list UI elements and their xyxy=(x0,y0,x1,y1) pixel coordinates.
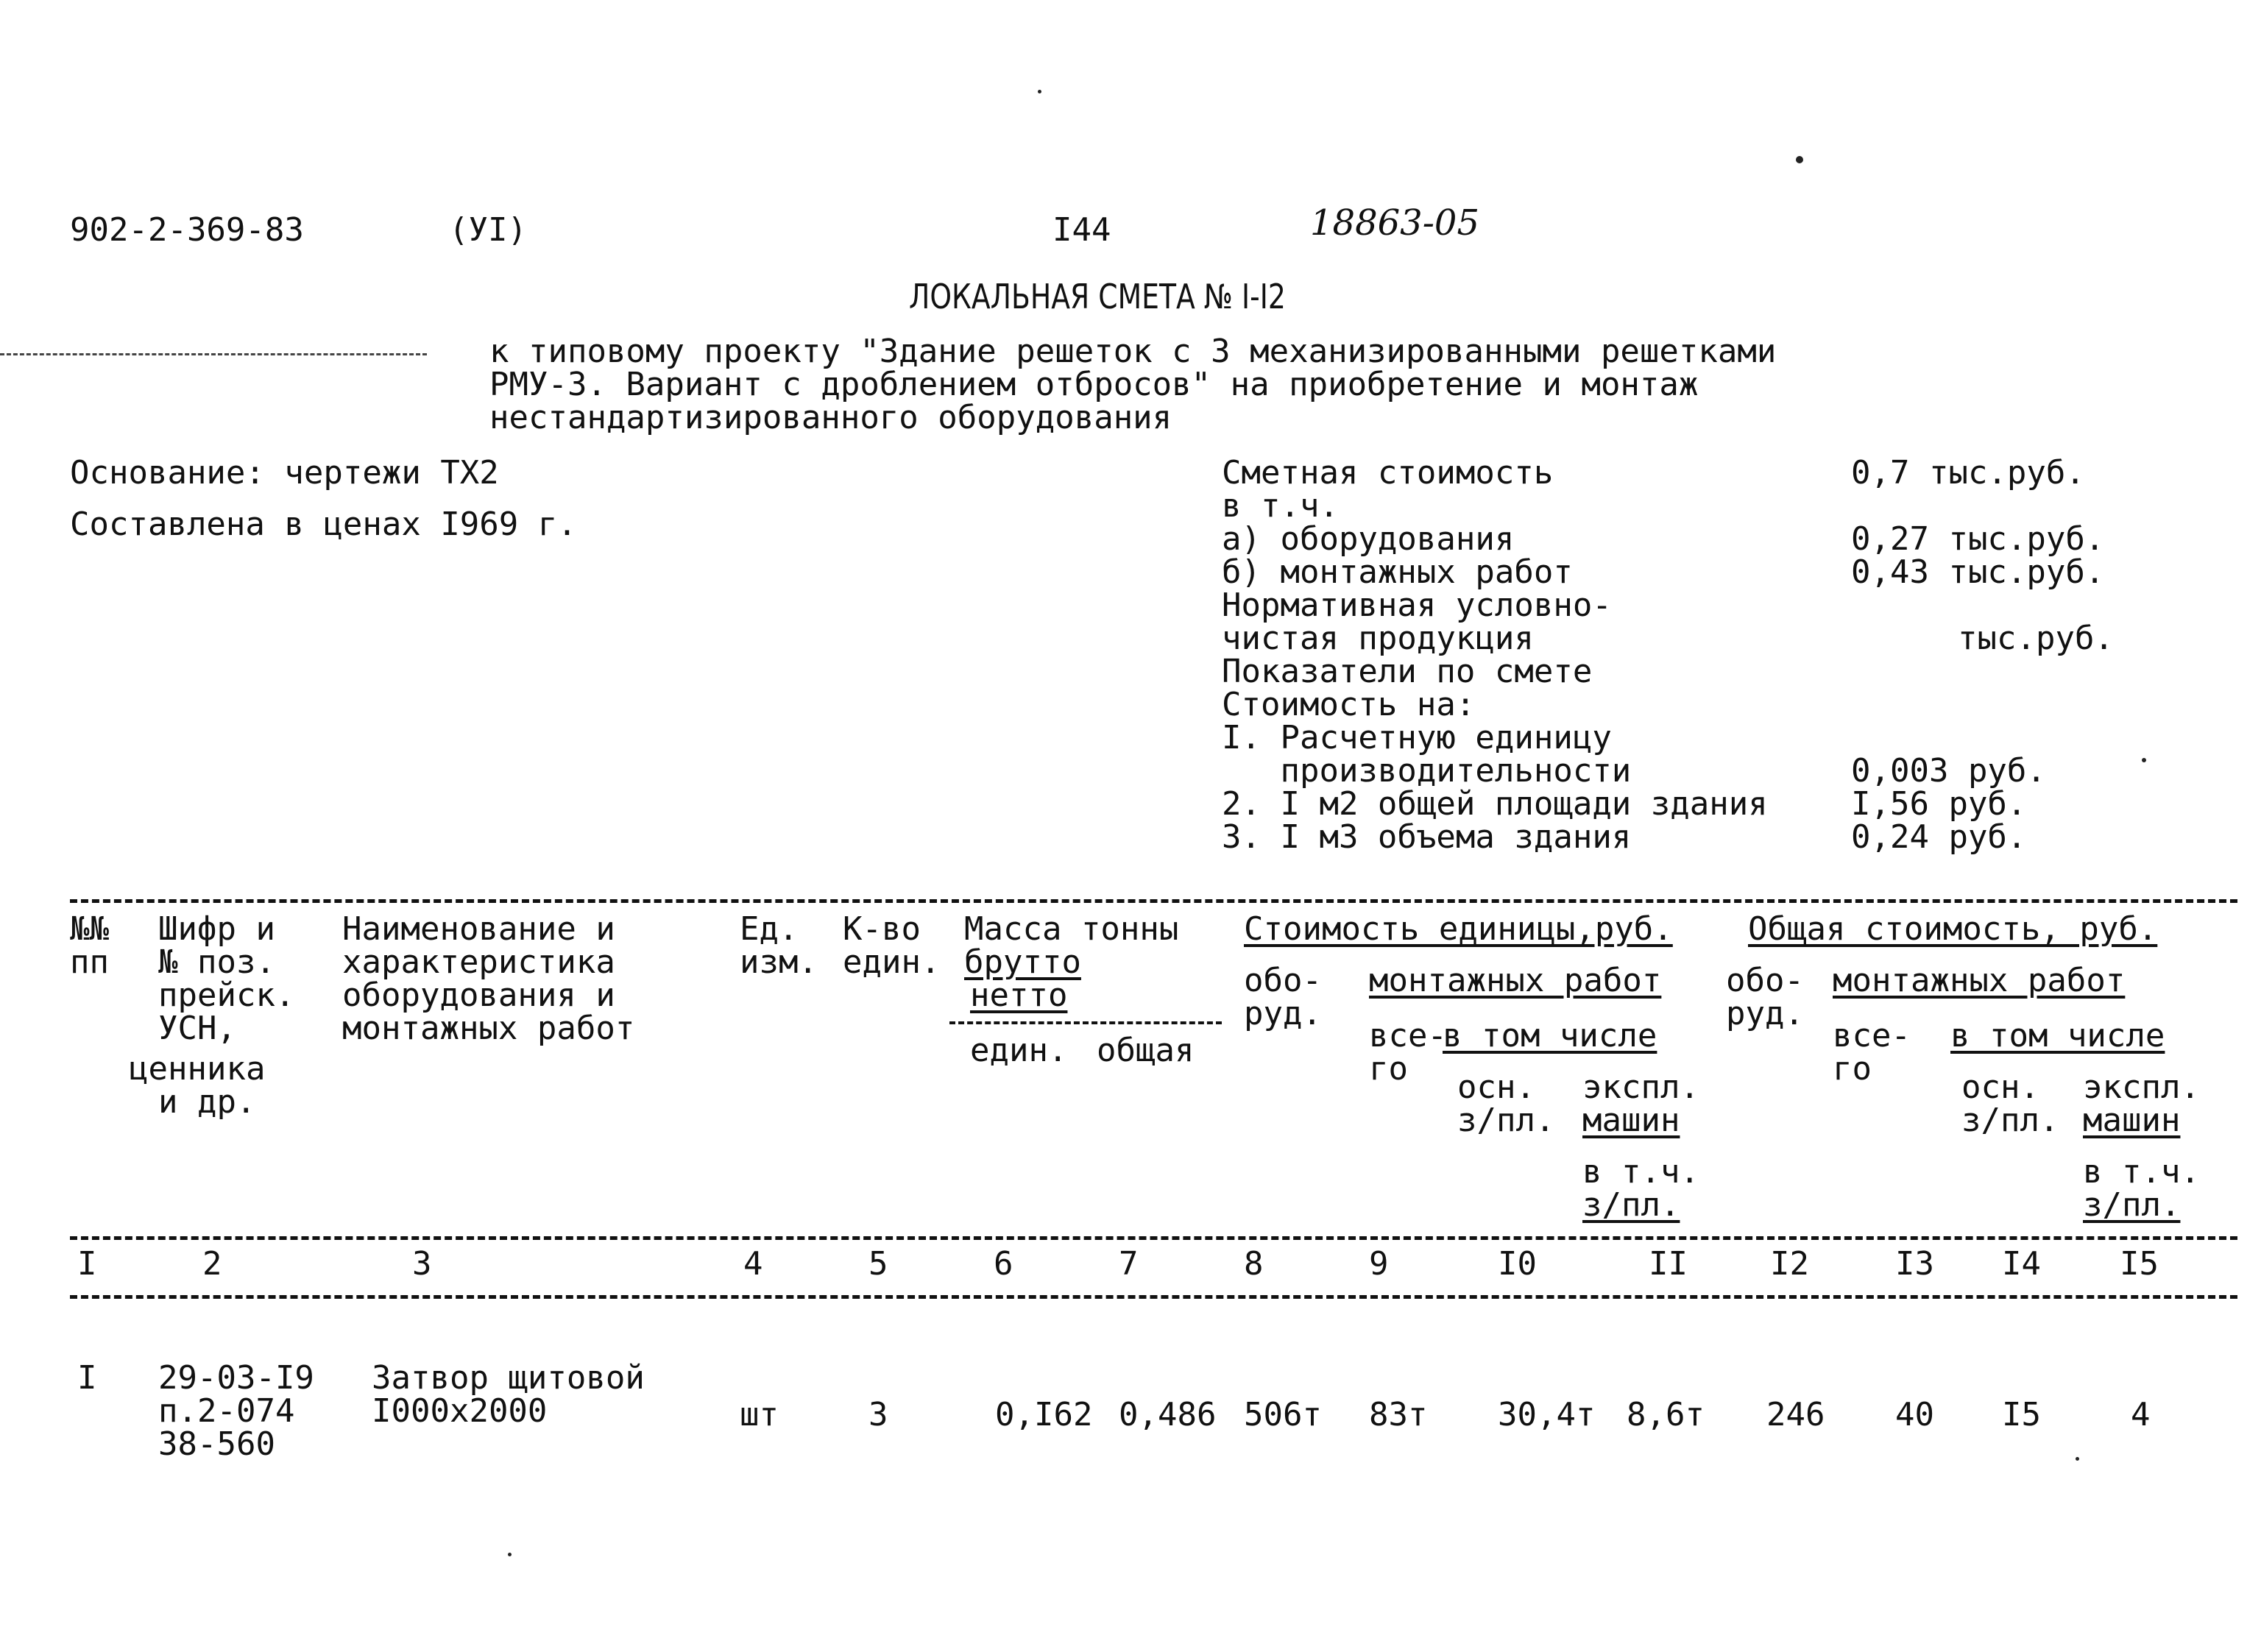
header-cell: Масса тонны xyxy=(964,910,1179,948)
column-number: 5 xyxy=(868,1245,888,1283)
summary-value: 0,7 тыс.руб. xyxy=(1851,454,2085,492)
header-cell: един. xyxy=(843,943,941,981)
column-number: 2 xyxy=(202,1245,222,1283)
table-rule-top xyxy=(70,899,2237,903)
summary-value: 0,43 тыс.руб. xyxy=(1851,553,2105,591)
header-cell: характеристика xyxy=(342,943,615,981)
header-cell: руд. xyxy=(1244,995,1322,1032)
header-cell: Наименование и xyxy=(342,910,615,948)
header-cell: един. xyxy=(970,1032,1068,1069)
column-number: I4 xyxy=(2002,1245,2041,1283)
summary-label: производительности xyxy=(1222,752,1632,790)
header-cell: все- xyxy=(1833,1017,1911,1054)
scan-speck xyxy=(2142,758,2146,762)
row-name: Затвор щитовой xyxy=(372,1359,645,1397)
scan-mark xyxy=(0,353,427,355)
row-code: п.2-074 xyxy=(158,1392,295,1430)
header-cell: обо- xyxy=(1726,962,1804,999)
handwritten-number: 18863-05 xyxy=(1310,202,1479,244)
scan-speck xyxy=(2076,1457,2079,1461)
header-cell: Общая стоимость, руб. xyxy=(1748,910,2158,948)
summary-label: Нормативная условно- xyxy=(1222,586,1612,624)
column-number: 4 xyxy=(743,1245,763,1283)
header-cell: нетто xyxy=(970,976,1068,1014)
scan-speck xyxy=(1796,156,1803,163)
row-mass-total: 0,486 xyxy=(1119,1396,1217,1433)
header-cell: машин xyxy=(1582,1102,1680,1139)
row-unit-machines: 8,6т xyxy=(1627,1396,1705,1433)
summary-label: Стоимость на: xyxy=(1222,686,1476,723)
summary-value: 0,003 руб. xyxy=(1851,752,2046,790)
column-number: I xyxy=(77,1245,97,1283)
header-cell: монтажных работ xyxy=(1369,962,1662,999)
header-cell: ценника xyxy=(129,1050,266,1088)
table-rule xyxy=(70,1295,2237,1299)
summary-value: 0,27 тыс.руб. xyxy=(1851,520,2105,558)
header-cell: К-во xyxy=(843,910,921,948)
header-cell: экспл. xyxy=(2083,1068,2200,1106)
row-unit: шт xyxy=(740,1396,779,1433)
header-cell: все- xyxy=(1369,1017,1447,1054)
summary-value: 0,24 руб. xyxy=(1851,818,2027,856)
header-cell: № поз. xyxy=(158,943,275,981)
column-number: I3 xyxy=(1895,1245,1934,1283)
summary-value: тыс.руб. xyxy=(1958,620,2114,657)
header-cell: з/пл. xyxy=(1582,1186,1680,1224)
header-cell: монтажных работ xyxy=(342,1010,635,1047)
header-cell: брутто xyxy=(964,943,1081,981)
document-code: 902-2-369-83 xyxy=(70,211,304,249)
header-cell: осн. xyxy=(1457,1068,1535,1106)
column-number: II xyxy=(1649,1245,1688,1283)
page-number: I44 xyxy=(1052,211,1111,249)
summary-label: в т.ч. xyxy=(1222,487,1339,525)
header-cell: руд. xyxy=(1726,995,1804,1032)
column-number: 9 xyxy=(1369,1245,1389,1283)
scan-speck xyxy=(1038,90,1041,93)
summary-value: I,56 руб. xyxy=(1851,785,2027,823)
header-cell: прейск. xyxy=(158,976,295,1014)
header-cell: з/пл. xyxy=(1961,1102,2059,1139)
header-cell: изм. xyxy=(740,943,818,981)
row-total-mount: 40 xyxy=(1895,1396,1934,1433)
header-cell: монтажных работ xyxy=(1833,962,2126,999)
row-unit-equipment: 506т xyxy=(1244,1396,1322,1433)
summary-label: 3. I м3 объема здания xyxy=(1222,818,1632,856)
subtitle-line: к типовому проекту "Здание решеток с 3 механизированными решетками xyxy=(489,333,1777,370)
column-number: I5 xyxy=(2120,1245,2159,1283)
header-cell: экспл. xyxy=(1582,1068,1699,1106)
divider xyxy=(949,1021,1222,1024)
table-rule xyxy=(70,1236,2237,1240)
header-cell: в т.ч. xyxy=(1582,1153,1699,1191)
column-number: I2 xyxy=(1770,1245,1809,1283)
column-number: I0 xyxy=(1498,1245,1537,1283)
header-cell: Ед. xyxy=(740,910,799,948)
header-cell: в том числе xyxy=(1443,1017,1657,1054)
column-number: 3 xyxy=(412,1245,432,1283)
header-cell: в том числе xyxy=(1950,1017,2165,1054)
header-cell: з/пл. xyxy=(2083,1186,2181,1224)
prices-text: Составлена в ценах I969 г. xyxy=(70,506,577,543)
row-code: 29-03-I9 xyxy=(158,1359,314,1397)
header-cell: з/пл. xyxy=(1457,1102,1555,1139)
header-cell: общая xyxy=(1097,1032,1195,1069)
header-cell: оборудования и xyxy=(342,976,615,1014)
column-number: 7 xyxy=(1119,1245,1139,1283)
header-cell: го xyxy=(1369,1050,1408,1088)
header-cell: обо- xyxy=(1244,962,1322,999)
row-total-machines: 4 xyxy=(2131,1396,2151,1433)
header-cell: пп xyxy=(70,943,109,981)
header-cell: го xyxy=(1833,1050,1872,1088)
row-unit-base-pay: 30,4т xyxy=(1498,1396,1596,1433)
page-title: ЛОКАЛЬНАЯ СМЕТА № I-I2 xyxy=(909,277,1286,316)
subtitle-line: нестандартизированного оборудования xyxy=(489,399,1172,436)
header-cell: Стоимость единицы,руб. xyxy=(1244,910,1673,948)
header-cell: осн. xyxy=(1961,1068,2039,1106)
header-cell: №№ xyxy=(70,910,109,948)
scan-speck xyxy=(508,1553,512,1556)
album-number: (УI) xyxy=(449,211,527,249)
row-total-base-pay: I5 xyxy=(2002,1396,2041,1433)
summary-label: а) оборудования xyxy=(1222,520,1515,558)
column-number: 8 xyxy=(1244,1245,1264,1283)
basis-text: Основание: чертежи ТХ2 xyxy=(70,454,499,492)
summary-label: Сметная стоимость xyxy=(1222,454,1554,492)
row-total-equipment: 246 xyxy=(1766,1396,1825,1433)
row-code: 38-560 xyxy=(158,1425,275,1463)
header-cell: Шифр и xyxy=(158,910,275,948)
summary-label: 2. I м2 общей площади здания xyxy=(1222,785,1768,823)
row-name: I000x2000 xyxy=(372,1392,548,1430)
column-number: 6 xyxy=(994,1245,1013,1283)
summary-label: I. Расчетную единицу xyxy=(1222,719,1612,756)
summary-label: Показатели по смете xyxy=(1222,653,1593,690)
row-qty: 3 xyxy=(868,1396,888,1433)
row-mass-unit: 0,I62 xyxy=(995,1396,1093,1433)
row-number: I xyxy=(77,1359,97,1397)
summary-label: б) монтажных работ xyxy=(1222,553,1573,591)
summary-label: чистая продукция xyxy=(1222,620,1534,657)
header-cell: и др. xyxy=(158,1083,256,1121)
row-unit-mount-total: 83т xyxy=(1369,1396,1428,1433)
header-cell: машин xyxy=(2083,1102,2181,1139)
header-cell: УСН, xyxy=(158,1010,236,1047)
subtitle-line: РМУ-3. Вариант с дроблением отбросов" на приобретение и монтаж xyxy=(489,366,1699,403)
header-cell: в т.ч. xyxy=(2083,1153,2200,1191)
